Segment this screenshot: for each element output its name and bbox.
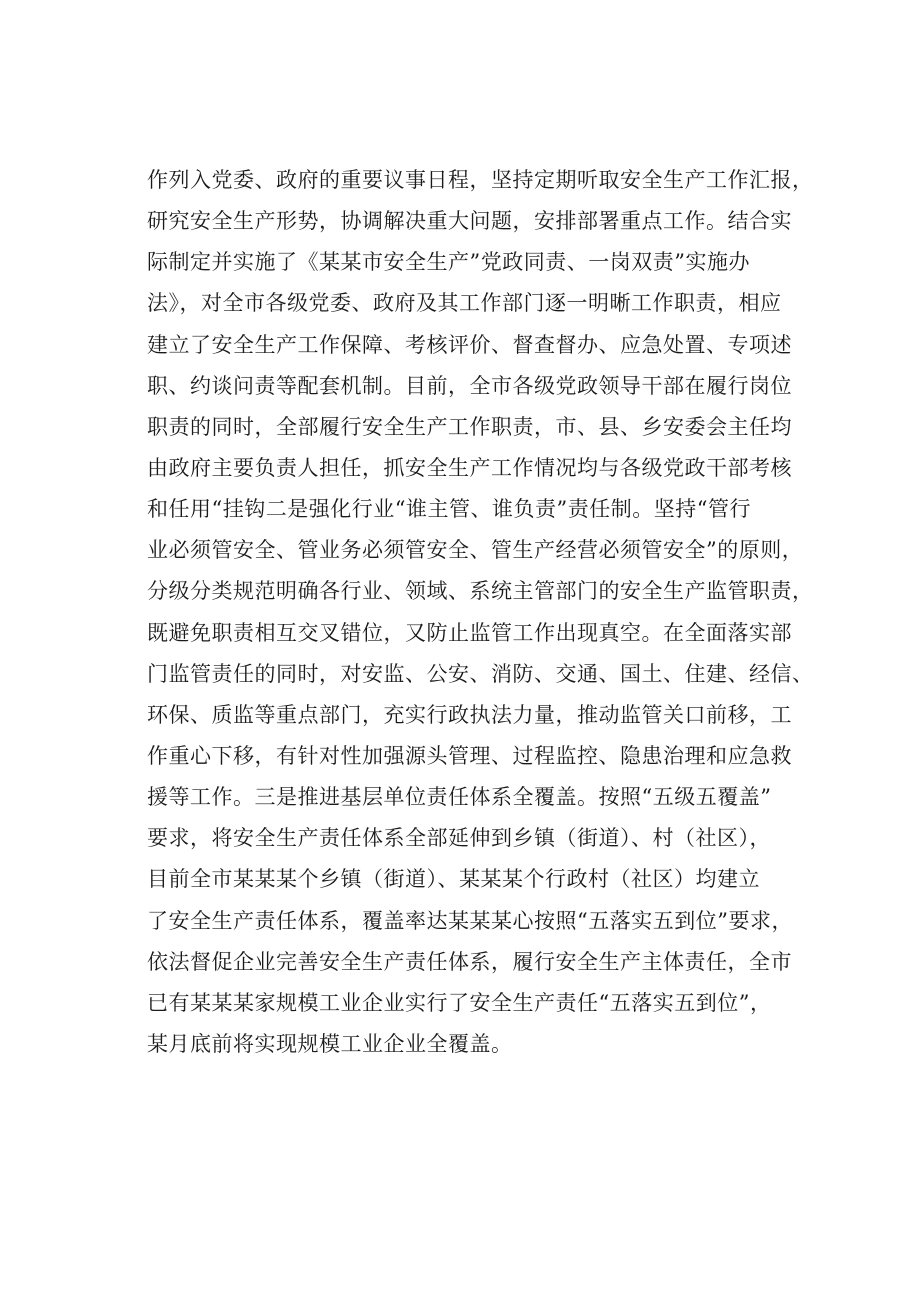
text-line: 际制定并实施了《某某市安全生产”党政同责、一岗双责”实施办 (147, 250, 750, 275)
text-line: 了安全生产责任体系，覆盖率达某某某心按照“五落实五到位”要求， (147, 908, 793, 933)
text-line: 作重心下移，有针对性加强源头管理、过程监控、隐患治理和应急救 (147, 743, 792, 768)
text-line: 依法督促企业完善安全生产责任体系，履行安全生产主体责任，全市 (147, 949, 792, 974)
text-line: 建立了安全生产工作保障、考核评价、督查督办、应急处置、专项述 (147, 332, 792, 357)
text-line: 要求，将安全生产责任体系全部延伸到乡镇（街道）、村（社区）， (147, 826, 771, 851)
text-line: 援等工作。三是推进基层单位责任体系全覆盖。按照“五级五覆盖” (147, 785, 772, 810)
text-line: 门监管责任的同时，对安监、公安、消防、交通、国土、住建、经信、 (147, 661, 814, 686)
text-line: 业必须管安全、管业务必须管安全、管生产经营必须管安全”的原则， (147, 538, 804, 563)
text-line: 某月底前将实现规模工业企业全覆盖。 (147, 1031, 513, 1056)
body-paragraph (147, 160, 817, 1065)
text-line: 职责的同时，全部履行安全生产工作职责，市、县、乡安委会主任均 (147, 414, 792, 439)
text-line: 目前全市某某某个乡镇（街道）、某某某个行政村（社区）均建立 (147, 867, 760, 892)
text-line: 法》，对全市各级党委、政府及其工作部门逐一明晰工作职责，相应 (147, 291, 782, 316)
text-line: 既避免职责相互交叉错位，又防止监管工作出现真空。在全面落实部 (147, 620, 792, 645)
text-line: 已有某某某家规模工业企业实行了安全生产责任“五落实五到位”， (147, 990, 772, 1015)
text-line: 由政府主要负责人担任，抓安全生产工作情况均与各级党政干部考核 (147, 455, 792, 480)
text-line: 职、约谈问责等配套机制。目前，全市各级党政领导干部在履行岗位 (147, 373, 792, 398)
text-line: 作列入党委、政府的重要议事日程，坚持定期听取安全生产工作汇报， (147, 168, 814, 192)
text-line: 环保、质监等重点部门，充实行政执法力量，推动监管关口前移，工 (147, 702, 792, 727)
text-line: 分级分类规范明确各行业、领域、系统主管部门的安全生产监管职责， (147, 579, 814, 604)
text-line: 和任用“挂钩二是强化行业“谁主管、谁负责”责任制。坚持“管行 (147, 497, 751, 522)
text-line: 研究安全生产形势，协调解决重大问题，安排部署重点工作。结合实 (147, 209, 792, 234)
